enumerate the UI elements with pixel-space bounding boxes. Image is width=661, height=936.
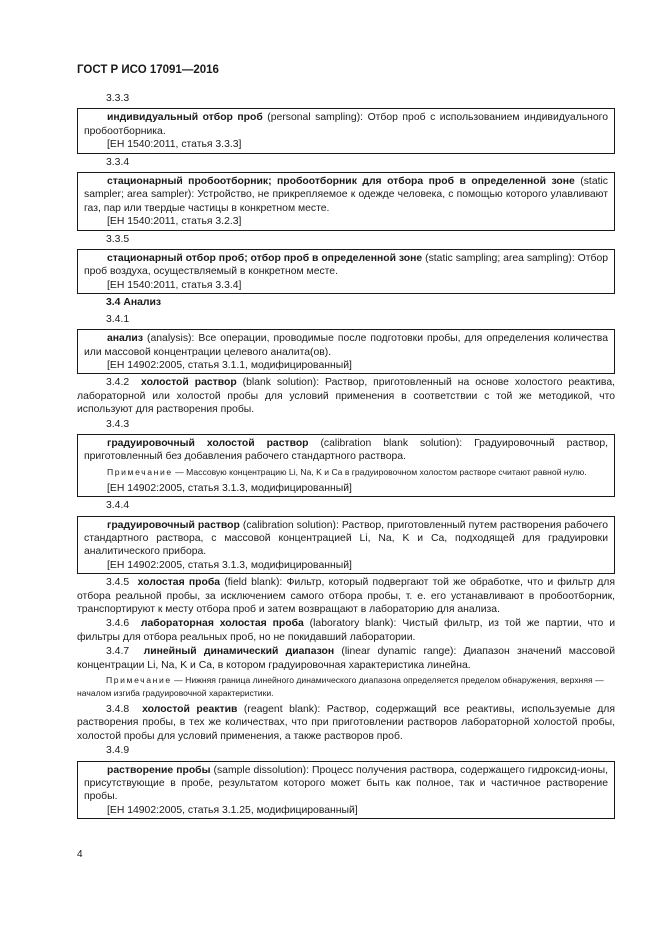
term-reference: [ЕН 1540:2011, статья 3.3.3] (107, 139, 242, 151)
term-box (77, 516, 615, 575)
document-body (77, 92, 615, 821)
term-reference: [ЕН 14902:2005, статья 3.1.3, модифицированный] (107, 482, 352, 494)
term-number: 3.4.2 (106, 377, 130, 389)
note-text: — Массовую концентрацию Li, Na, K и Ca в градуировочном холостом растворе считают равной нулю. (172, 466, 587, 477)
term-name: градуировочный раствор (107, 519, 240, 531)
term-definition (84, 437, 608, 464)
term-text: (laboratory blank): Чистый фильтр, из той же партии, что и фильтры для отбора реальных проб, но не покидавший лаборатории. (77, 618, 616, 643)
term-reference: [ЕН 14902:2005, статья 3.1.3, модифицированный] (107, 559, 352, 571)
term-reference: [ЕН 14902:2005, статья 3.1.25, модифицированный] (107, 804, 358, 816)
term-name: индивидуальный отбор проб (107, 112, 263, 124)
term-definition (84, 111, 608, 138)
term-text: (field blank): Фильтр, который подвергают той же обработке, что и фильтр для отбора реальной пробы, за исключением самого отбора пробы, т. е. его устанавливают в пробоотборник, транспортируют к месту отбора проб и затем возвращают в лабораторию для анализа. (77, 577, 615, 615)
term-paragraph (77, 703, 615, 743)
term-number: 3.4.9 (106, 745, 130, 757)
term-text: (blank solution): Раствор, приготовленный на основе холостого реактива, лабораторной или холостой пробы для условий применения в соответствии с той же методикой, что используют для растворения пробы. (77, 377, 615, 416)
term-paragraph (77, 576, 615, 616)
term-name: холостая проба (137, 577, 221, 589)
term-text: (reagent blank): Раствор, содержащий все реактивы, используемые для растворения пробы, в тех же количествах, что при приготовлении растворов лабораторной холостой пробы, холостой пробы для условий применения, а также растворов проб. (77, 704, 616, 742)
term-definition (84, 764, 608, 804)
term-name: холостой раствор (141, 377, 237, 389)
term-text: (analysis): Все операции, проводимые после подготовки пробы, для определения количества или массовой концентрации целевого аналита(ов). (84, 333, 608, 358)
term-name: стационарный пробоотборник; пробоотборник для отбора проб в определенной зоне (107, 176, 575, 188)
term-number: 3.4.7 (106, 646, 130, 658)
term-box (77, 761, 615, 820)
term-text: (linear dynamic range): Диапазон значений массовой концентрации Li, Na, K и Ca, в котором градуировочная характеристика линейна. (77, 646, 616, 671)
term-name: растворение пробы (107, 764, 211, 776)
term-reference: [ЕН 14902:2005, статья 3.1.1, модифицированный] (107, 359, 352, 371)
term-definition (84, 332, 608, 359)
term-box (77, 434, 615, 497)
term-number: 3.3.3 (106, 93, 130, 104)
note-label: Примечание (106, 675, 172, 686)
term-number: 3.3.5 (106, 233, 130, 245)
term-box (77, 108, 615, 153)
term-number: 3.4.8 (106, 704, 130, 716)
term-definition (84, 175, 608, 215)
term-number: 3.4.5 (106, 577, 130, 589)
term-number: 3.4.4 (106, 500, 130, 512)
term-name: градуировочный холостой раствор (107, 437, 309, 449)
term-name: стационарный отбор проб; отбор проб в определенной зоне (107, 253, 423, 265)
term-box (77, 329, 615, 374)
document-header: ГОСТ Р ИСО 17091—2016 (77, 64, 219, 76)
term-reference: [ЕН 1540:2011, статья 3.3.4] (107, 279, 242, 291)
term-name: линейный динамический диапазон (143, 646, 335, 658)
term-note (77, 674, 615, 700)
term-box (77, 249, 615, 294)
term-number: 3.3.4 (106, 156, 130, 168)
term-text: (personal sampling): Отбор проб с использованием индивидуального пробоотборника. (84, 112, 608, 137)
term-text: (static sampler; area sampler): Устройство, не прикрепляемое к одежде человека, с помощью которого улавливают газ, пар или твердые частицы в конкретном месте. (84, 176, 608, 214)
term-definition (84, 519, 608, 559)
term-name: холостой реактив (142, 704, 238, 716)
term-note (84, 466, 608, 479)
note-text: — Нижняя граница линейного динамического диапазона определяется пределом обнаружения, верхняя — началом изгиба градуировочной характеристики. (77, 675, 604, 699)
term-paragraph (77, 617, 615, 644)
term-paragraph (77, 645, 615, 672)
term-name: анализ (107, 333, 143, 345)
term-number: 3.4.1 (106, 313, 130, 325)
term-paragraph (77, 376, 615, 416)
term-name: лабораторная холостая проба (140, 618, 304, 630)
term-definition (84, 252, 608, 279)
term-text: (calibration solution): Раствор, приготовленный путем растворения рабочего стандартного раствора, с массовой концентрацией Li, Na, K и Ca, подходящей для градуировки аналитического прибора. (84, 519, 608, 558)
note-label: Примечание (107, 466, 173, 477)
term-text: (static sampling; area sampling): Отбор проб воздуха, осуществляемый в конкретном месте. (84, 253, 609, 278)
term-number: 3.4.3 (106, 418, 130, 430)
term-text: (sample dissolution): Процесс получения раствора, содержащего гидроксид-ионы, присутствующие в пробе, результатом которого может быть как полное, так и частичное растворение пробы. (84, 764, 608, 803)
term-number: 3.4.6 (106, 618, 130, 630)
term-text: (calibration blank solution): Градуировочный раствор, приготовленный без добавления рабочего стандартного раствора. (84, 437, 608, 463)
page-number: 4 (77, 849, 83, 860)
term-reference: [ЕН 1540:2011, статья 3.2.3] (107, 216, 242, 228)
section-heading: 3.4 Анализ (106, 297, 162, 309)
term-box (77, 172, 615, 231)
